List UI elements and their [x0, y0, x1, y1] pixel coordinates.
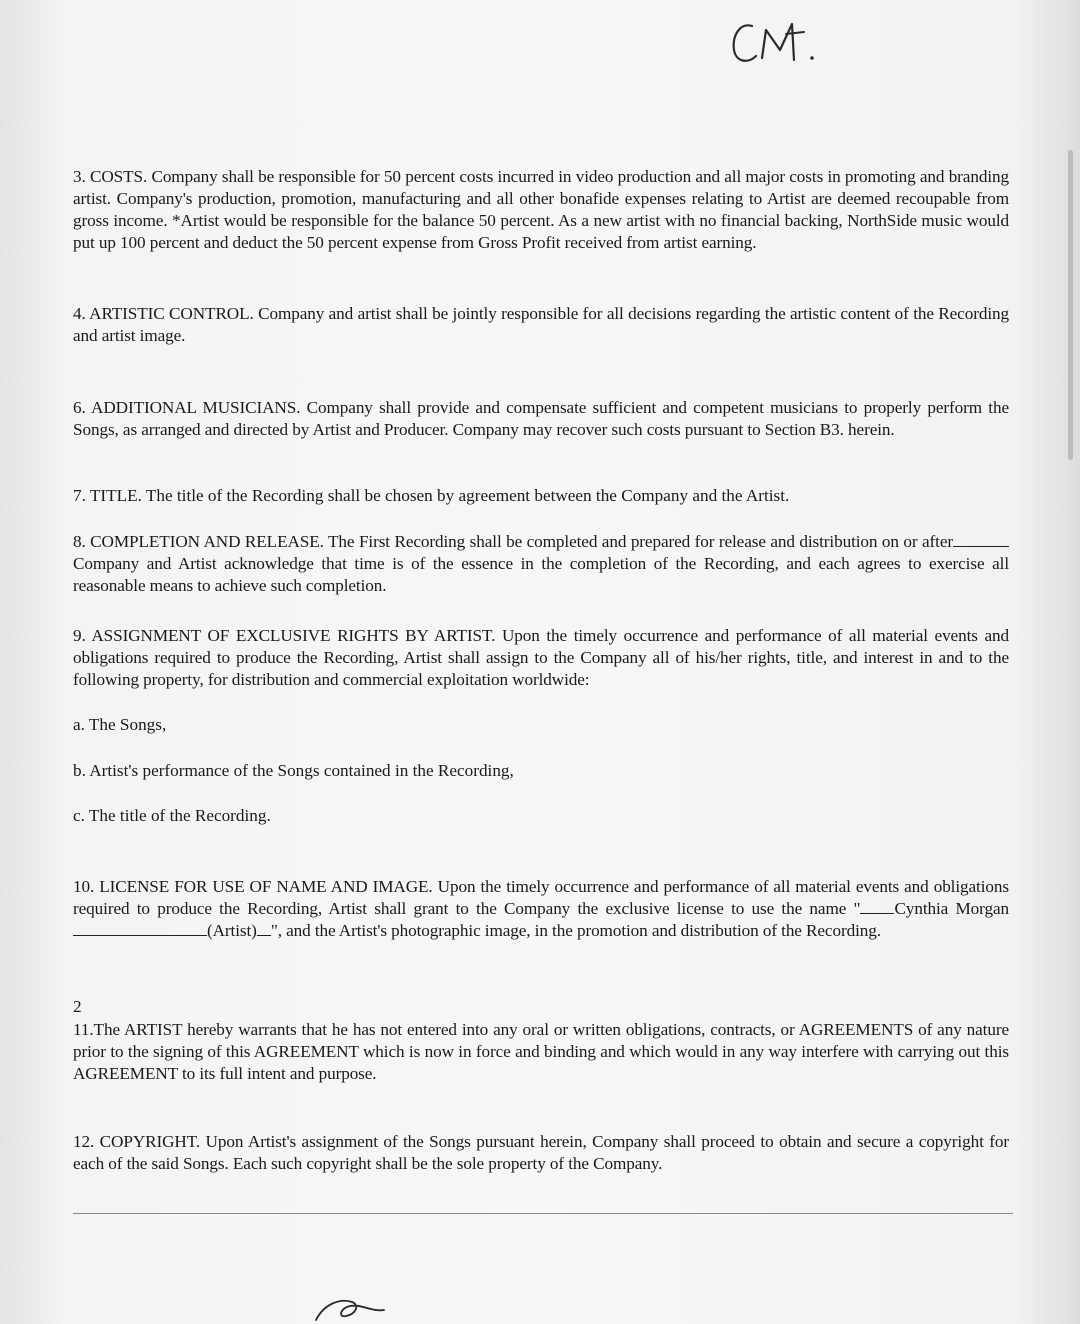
artist-role-label: (Artist) [207, 921, 257, 940]
assignment-item-b: b. Artist's performance of the Songs contained in the Recording, [73, 761, 514, 780]
clause-copyright: 12. COPYRIGHT. Upon Artist's assignment of the Songs pursuant herein, Company shall proceed to obtain and secure a copyright for each of the said Songs. Each such copyright shall be the sole property of the Company. [73, 1132, 1009, 1173]
clause-warranty: 11.The ARTIST hereby warrants that he has not entered into any oral or written obligations, contracts, or AGREEMENTS of any nature prior to the signing of this AGREEMENT which is now in force and binding and which would in any way interfere with carrying out this AGREEMENT to its full intent and purpose. [73, 1020, 1009, 1083]
name-blank-lead [860, 913, 894, 914]
artist-role-blank [257, 935, 271, 936]
signature-line [73, 1213, 1013, 1214]
completion-text-start: 8. COMPLETION AND RELEASE. The First Recording shall be completed and prepared for release and distribution on or after [73, 532, 953, 551]
page-number: 2 [73, 997, 82, 1016]
release-date-blank [953, 546, 1009, 547]
assignment-item-a: a. The Songs, [73, 715, 167, 734]
license-text-start: 10. LICENSE FOR USE OF NAME AND IMAGE. Upon the timely occurrence and performance of all material events and obligations required to produce the Recording, Artist shall grant to the Company the exclusive license to use the name " [73, 877, 1009, 918]
handwritten-signature [310, 1290, 390, 1324]
clause-completion [73, 531, 1009, 597]
clause-title: 7. TITLE. The title of the Recording shall be chosen by agreement between the Company and the Artist. [73, 486, 790, 505]
completion-text-end: Company and Artist acknowledge that time is of the essence in the completion of the Recording, and each agrees to exercise all reasonable means to achieve such completion. [73, 554, 1009, 595]
scrollbar[interactable] [1068, 150, 1073, 460]
name-blank-trail [73, 935, 207, 936]
clause-license [73, 876, 1009, 942]
assignment-item-c: c. The title of the Recording. [73, 806, 271, 825]
clause-artistic-control: 4. ARTISTIC CONTROL. Company and artist shall be jointly responsible for all decisions regarding the artistic content of the Recording and artist image. [73, 304, 1009, 345]
clause-additional-musicians: 6. ADDITIONAL MUSICIANS. Company shall provide and compensate sufficient and competent musicians to properly perform the Songs, as arranged and directed by Artist and Producer. Company may recover such costs pursuant to Section B3. herein. [73, 398, 1009, 439]
clause-costs: 3. COSTS. Company shall be responsible for 50 percent costs incurred in video production and all major costs in promoting and branding artist. Company's production, promotion, manufacturing and all other bonafide expenses relating to Artist are deemed recoupable from gross income. *Artist would be responsible for the balance 50 percent. As a new artist with no financial backing, NorthSide music would put up 100 percent and deduct the 50 percent expense from Gross Profit received from artist earning. [73, 167, 1009, 252]
handwritten-initials [726, 12, 836, 72]
artist-name-entry: Cynthia Morgan [894, 899, 1009, 918]
clause-assignment: 9. ASSIGNMENT OF EXCLUSIVE RIGHTS BY ARTIST. Upon the timely occurrence and performance of all material events and obligations required to produce the Recording, Artist shall assign to the Company all of his/her rights, title, and interest in and to the following property, for distribution and commercial exploitation worldwide: [73, 626, 1009, 689]
license-text-end: ", and the Artist's photographic image, in the promotion and distribution of the Recording. [270, 921, 881, 940]
